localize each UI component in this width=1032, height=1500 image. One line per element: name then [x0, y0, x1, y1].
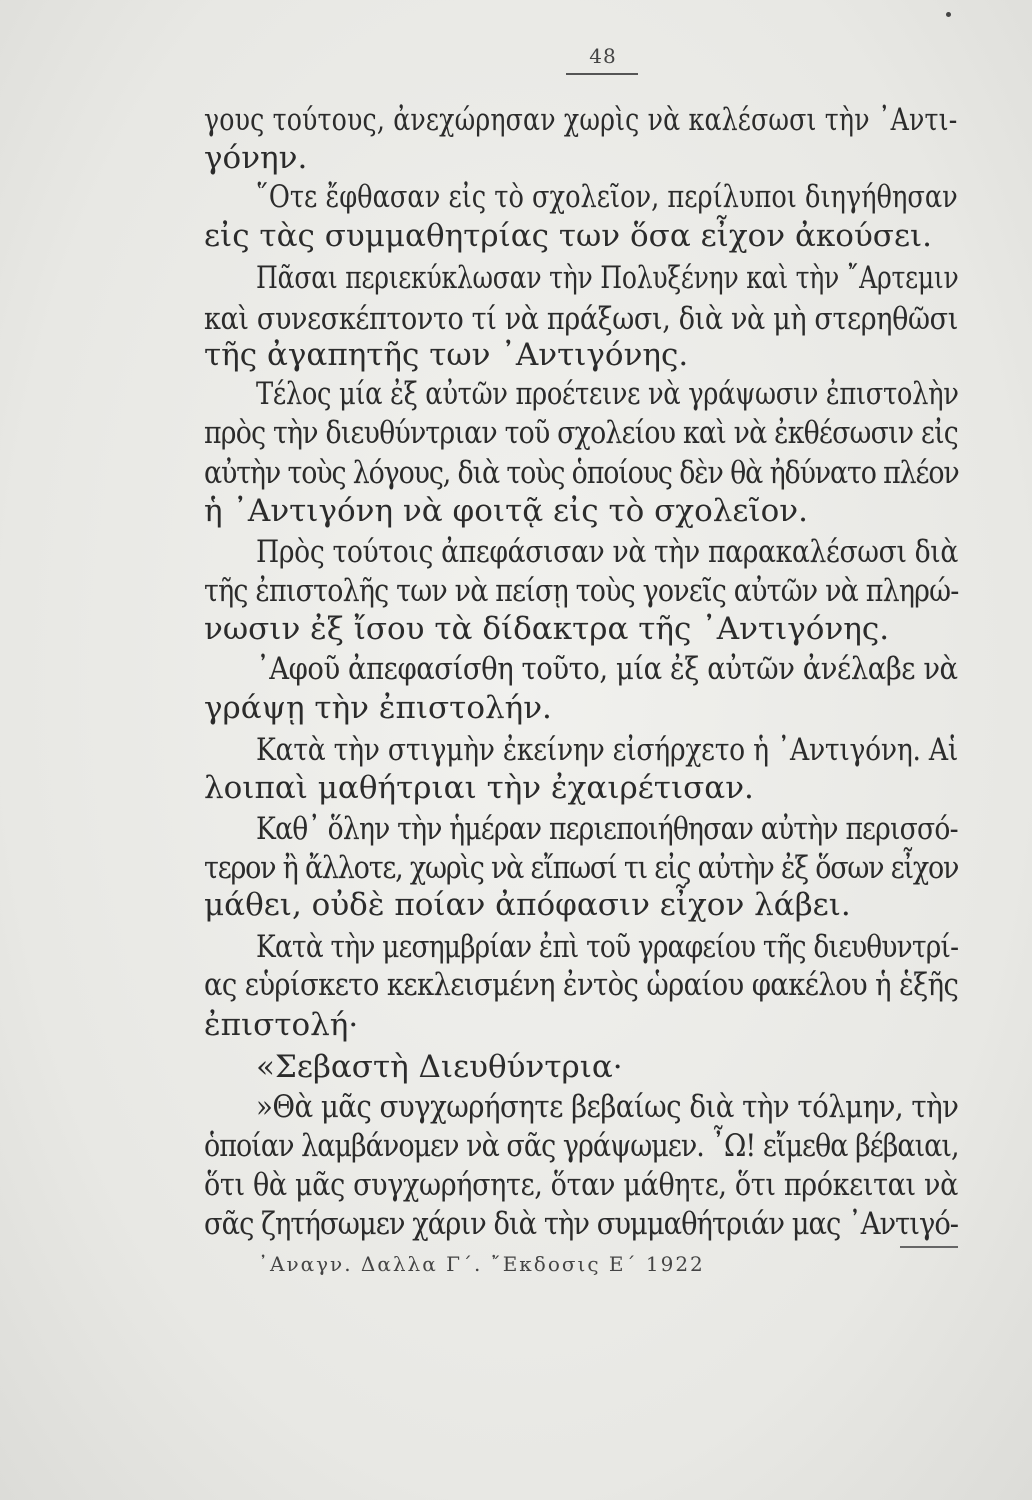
text-line: ας εὑρίσκετο κεκλεισμένη ἐντὸς ὡραίου φακέλου ἡ ἑξῆς	[204, 967, 959, 1003]
footer-rule	[900, 1246, 958, 1248]
text-line: τῆς ἀγαπητῆς των ᾿Αντιγόνης.	[204, 337, 689, 373]
text-line: Πρὸς τούτοις ἀπεφάσισαν νὰ τὴν παρακαλέσωσι διὰ	[256, 534, 959, 570]
text-line: γους τούτους, ἀνεχώρησαν χωρὶς νὰ καλέσωσι τὴν ᾿Αντι-	[204, 102, 958, 138]
text-line: σᾶς ζητήσωμεν χάριν διὰ τὴν συμμαθήτριάν μας ᾿Αντιγό-	[204, 1206, 959, 1242]
footer-signature: ᾿Αναγν. Δαλλα Γ΄. ῎Εκδοσις Ε΄ 1922	[258, 1252, 705, 1276]
text-line: αὐτὴν τοὺς λόγους, διὰ τοὺς ὁποίους δὲν θὰ ἠδύνατο πλέον	[204, 455, 959, 491]
text-line: ὅτι θὰ μᾶς συγχωρήσητε, ὅταν μάθητε, ὅτι πρόκειται νὰ	[204, 1167, 958, 1203]
text-line: λοιπαὶ μαθήτριαι τὴν ἐχαιρέτισαν.	[204, 770, 754, 806]
text-line: πρὸς τὴν διευθύντριαν τοῦ σχολείου καὶ νὰ ἐκθέσωσιν εἰς	[204, 415, 959, 451]
text-line: ὁποίαν λαμβάνομεν νὰ σᾶς γράψωμεν. ῏Ω! εἴμεθα βέβαιαι,	[204, 1128, 959, 1164]
text-line: μάθει, οὐδὲ ποίαν ἀπόφασιν εἶχον λάβει.	[204, 887, 851, 923]
text-line: »Θὰ μᾶς συγχωρήσητε βεβαίως διὰ τὴν τόλμην, τὴν	[256, 1089, 959, 1125]
text-line: «Σεβαστὴ Διευθύντρια·	[256, 1049, 623, 1085]
text-line: τῆς ἐπιστολῆς των νὰ πείσῃ τοὺς γονεῖς αὐτῶν νὰ πληρώ-	[204, 573, 959, 609]
text-line: Πᾶσαι περιεκύκλωσαν τὴν Πολυξένην καὶ τὴν ῎Αρτεμιν	[256, 260, 959, 296]
text-line: καὶ συνεσκέπτοντο τί νὰ πράξωσι, διὰ νὰ μὴ στερηθῶσι	[204, 301, 959, 337]
text-line: νωσιν ἐξ ἴσου τὰ δίδακτρα τῆς ᾿Αντιγόνης.	[204, 611, 890, 647]
speck-mark	[946, 12, 951, 17]
page-number: 48	[589, 44, 617, 68]
text-line: γράψῃ τὴν ἐπιστολήν.	[204, 690, 552, 726]
text-line: Κατὰ τὴν στιγμὴν ἐκείνην εἰσήρχετο ἡ ᾿Αντιγόνη. Αἱ	[256, 732, 959, 768]
text-line: ἡ ᾿Αντιγόνη νὰ φοιτᾷ εἰς τὸ σχολεῖον.	[204, 493, 808, 529]
text-line: Τέλος μία ἐξ αὐτῶν προέτεινε νὰ γράψωσιν ἐπιστολὴν	[256, 376, 959, 412]
text-line: τερον ἢ ἄλλοτε, χωρὶς νὰ εἴπωσί τι εἰς αὐτὴν ἐξ ὅσων εἶχον	[204, 850, 959, 886]
text-line: γόνην.	[204, 140, 308, 176]
text-line: Κατὰ τὴν μεσημβρίαν ἐπὶ τοῦ γραφείου τῆς διευθυντρί-	[256, 929, 959, 965]
text-line: ῞Οτε ἔφθασαν εἰς τὸ σχολεῖον, περίλυποι διηγήθησαν	[256, 179, 958, 215]
text-line: ἐπιστολή·	[204, 1007, 359, 1043]
text-line: εἰς τὰς συμμαθητρίας των ὅσα εἶχον ἀκούσει.	[204, 218, 933, 254]
page-number-rule	[566, 73, 638, 75]
text-line: Καθ᾿ ὅλην τὴν ἡμέραν περιεποιήθησαν αὐτὴν περισσό-	[256, 811, 958, 847]
text-line: ᾿Αφοῦ ἀπεφασίσθη τοῦτο, μία ἐξ αὐτῶν ἀνέλαβε νὰ	[256, 651, 958, 687]
